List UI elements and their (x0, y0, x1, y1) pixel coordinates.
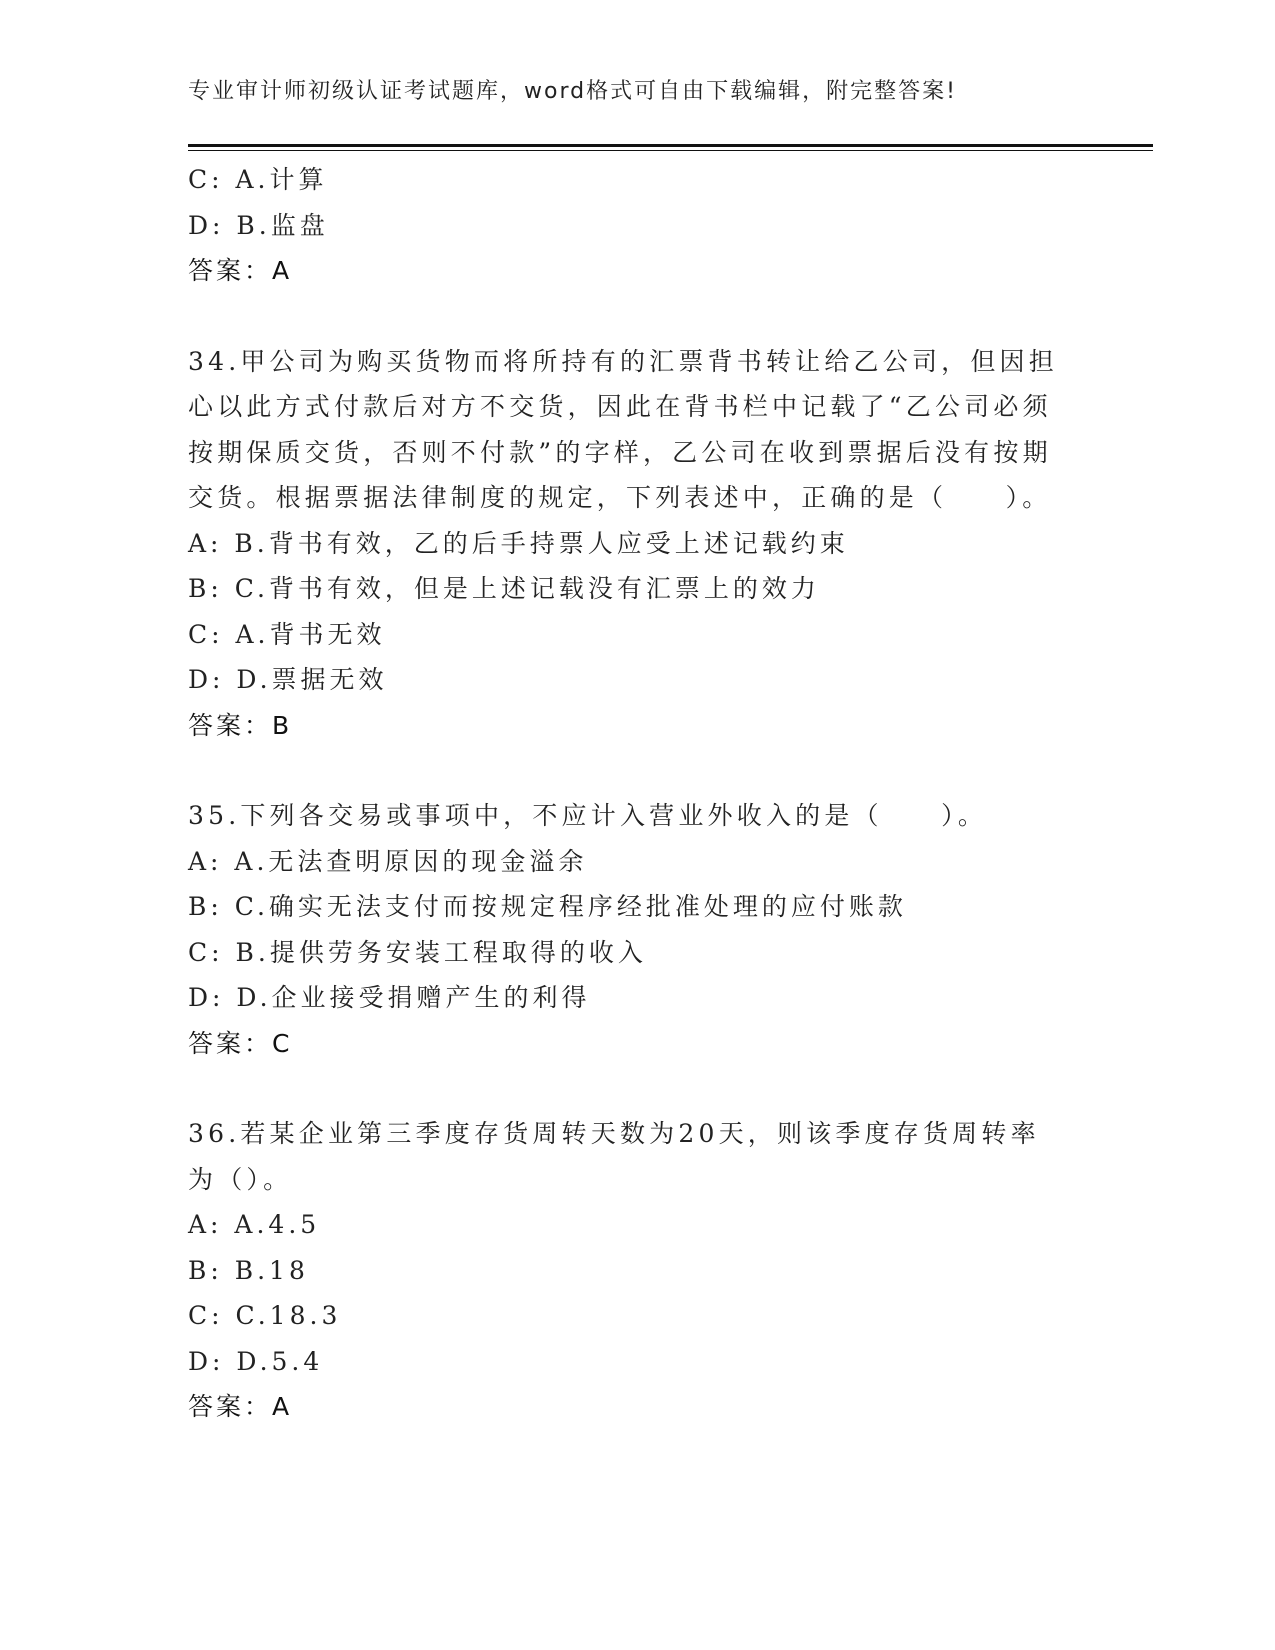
question-35 (188, 793, 1088, 1066)
question-content (188, 157, 1088, 1430)
spacer (188, 294, 1088, 339)
question-34 (188, 339, 1088, 749)
option-line: A: A.无法查明原因的现金溢余 (188, 846, 588, 876)
option-line: D: D.票据无效 (188, 665, 388, 694)
answer-line: 答案：B (188, 710, 293, 740)
option-line: C: A.背书无效 (188, 619, 386, 649)
page-header: 专业审计师初级认证考试题库，word格式可自由下载编辑，附完整答案! (188, 79, 957, 104)
prev-question-block (188, 157, 1088, 294)
spacer (188, 1066, 1088, 1111)
option-line: D: D.企业接受捐赠产生的利得 (188, 983, 591, 1012)
option-line: A: B.背书有效，乙的后手持票人应受上述记载约束 (188, 528, 849, 558)
option-line: C: B.提供劳务安装工程取得的收入 (188, 937, 647, 967)
option-line: A: A.4.5 (188, 1210, 321, 1239)
option-line: B: C.背书有效，但是上述记载没有汇票上的效力 (188, 574, 820, 603)
option-line: D: B.监盘 (188, 210, 329, 240)
question-36 (188, 1111, 1088, 1430)
spacer (188, 748, 1088, 793)
option-line: D: D.5.4 (188, 1346, 324, 1376)
option-line: B: B.18 (188, 1255, 309, 1285)
question-stem: 34.甲公司为购买货物而将所持有的汇票背书转让给乙公司，但因担心以此方式付款后对方不交货，因此在背书栏中记载了“乙公司必须按期保质交货，否则不付款”的字样，乙公司在收到票据后没有按期交货。根据票据法律制度的规定，下列表述中，正确的是（ ）。 (188, 346, 1058, 512)
option-line: C: C.18.3 (188, 1301, 342, 1330)
option-line: B: C.确实无法支付而按规定程序经批准处理的应付账款 (188, 892, 907, 921)
answer-line: 答案：C (188, 1028, 293, 1058)
option-line: C: A.计算 (188, 165, 328, 194)
question-stem: 36.若某企业第三季度存货周转天数为20天，则该季度存货周转率为（）。 (188, 1119, 1040, 1194)
answer-line: 答案：A (188, 256, 293, 285)
header-rule-thin (188, 150, 1153, 151)
question-stem: 35.下列各交易或事项中，不应计入营业外收入的是（ ）。 (188, 801, 988, 830)
header-rule-thick (188, 144, 1153, 147)
answer-line: 答案：A (188, 1392, 293, 1421)
